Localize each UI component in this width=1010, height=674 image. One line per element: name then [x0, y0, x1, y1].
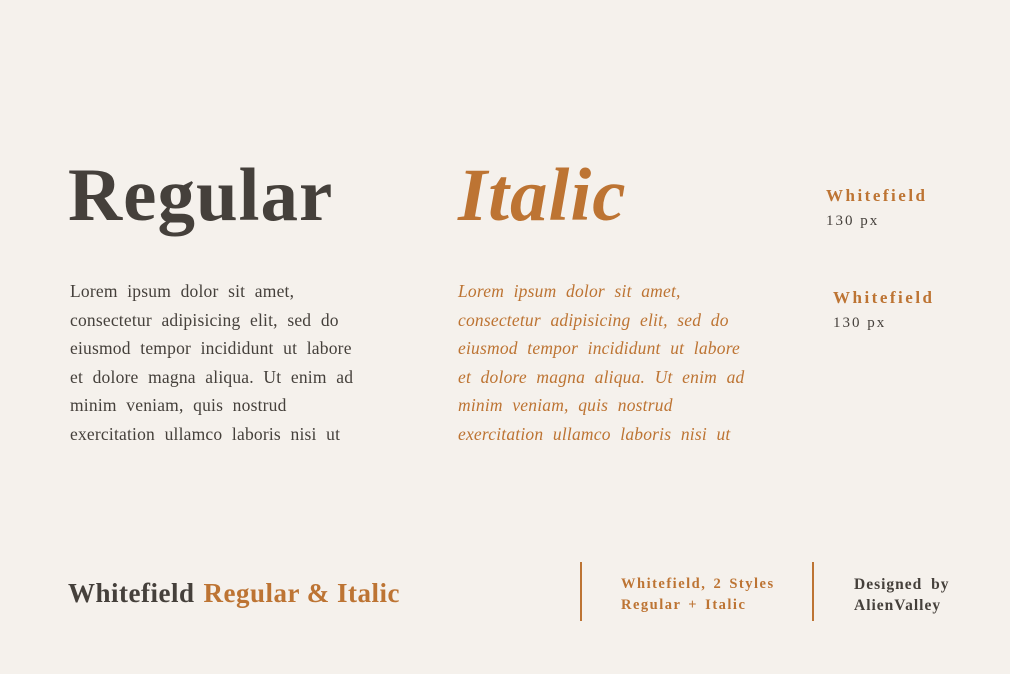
sample-line: consectetur adipisicing elit, sed do — [458, 309, 729, 330]
italic-style-heading: Italic — [458, 154, 627, 237]
sample-line: exercitation ullamco laboris nisi ut — [70, 423, 341, 444]
font-name-label: Whitefield — [826, 186, 928, 205]
footer-styles-line2: Regular + Italic — [621, 597, 747, 613]
footer-credit-line1: Designed by — [854, 576, 950, 593]
size-label-regular — [826, 187, 928, 229]
footer-family-title — [68, 578, 400, 608]
sample-line: eiusmod tempor incididunt ut labore — [70, 338, 352, 358]
footer-styles-label: Regular & Italic — [203, 578, 400, 608]
sample-line: Lorem ipsum dolor sit amet, — [70, 281, 295, 301]
footer-styles-line1: Whitefield, 2 Styles — [621, 576, 775, 592]
sample-line: exercitation ullamco laboris nisi ut — [458, 423, 731, 444]
footer-credit-line2: AlienValley — [854, 597, 942, 614]
px-size-label: 130 px — [833, 315, 887, 331]
size-label-italic — [833, 289, 935, 331]
sample-line: eiusmod tempor incididunt ut labore — [458, 338, 741, 358]
footer-divider-line — [580, 562, 582, 621]
sample-line: minim veniam, quis nostrud — [458, 395, 673, 415]
sample-line: Lorem ipsum dolor sit amet, — [458, 281, 681, 301]
footer-divider-line — [812, 562, 814, 621]
font-name-label: Whitefield — [833, 288, 935, 307]
sample-line: et dolore magna aliqua. Ut enim ad — [70, 366, 354, 387]
footer-styles-summary — [621, 574, 775, 616]
sample-line: et dolore magna aliqua. Ut enim ad — [458, 366, 745, 387]
px-size-label: 130 px — [826, 213, 880, 229]
regular-style-heading: Regular — [68, 154, 334, 237]
sample-line: minim veniam, quis nostrud — [70, 395, 287, 415]
regular-sample-paragraph — [70, 277, 353, 448]
footer-family-name: Whitefield — [68, 578, 195, 608]
sample-line: consectetur adipisicing elit, sed do — [70, 309, 339, 330]
italic-sample-paragraph — [458, 277, 744, 448]
footer-credit — [854, 574, 950, 616]
